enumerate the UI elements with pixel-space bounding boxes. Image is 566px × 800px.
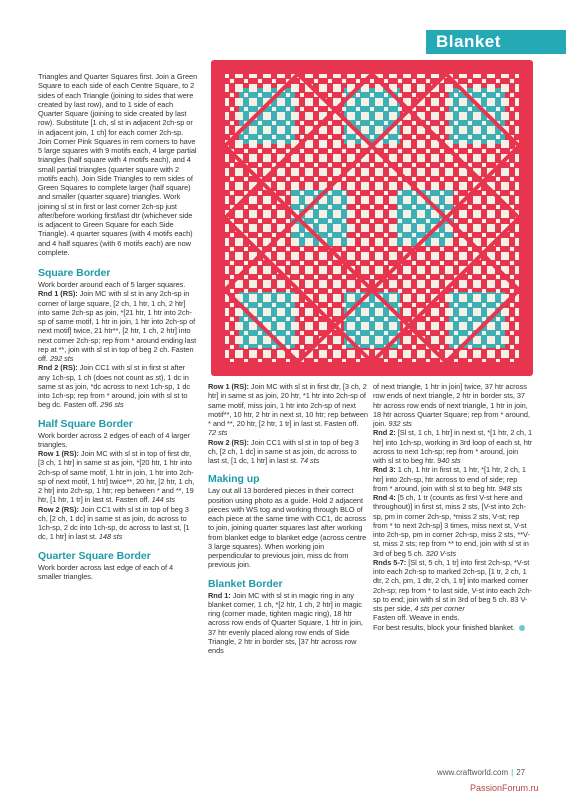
half-border-row1 [38,449,198,505]
blanket-border-rnd3 [373,465,533,493]
text: [Sl st, 5 ch, 1 tr] into first 2ch-sp, *V-st into each 2ch-sp to marked 2ch-sp, [1 tr, 2 ch, 1 dtr, 2 ch, pm, 1 dtr, 2 ch, 1 tr] into marked corner 2ch-sp; rep from * to last side, V-st into each 2ch-sp to end; join with sl st in 3rd of beg 5 ch. 83 V-sts per side, [373,557,532,613]
column-3 [373,382,533,632]
column-2 [208,382,368,655]
label: Rnd 3: [373,465,396,475]
best-results [373,623,533,632]
section-title: Blanket [436,32,501,51]
label: Row 1 (RS): [38,449,79,458]
square-border-rnd1 [38,289,198,363]
blanket-photo [211,60,533,376]
blanket-border-rnd4 [373,493,533,558]
text: Join CC1 with sl st in first st after any 1ch-sp, 1 ch (does not count as st), 1 dc in same st as join, *dc across to next 1ch-sp, 1 dc into 1ch-sp; rep from * around, join with sl st to beg dc. Fasten off. [38,363,191,410]
count: 940 sts [437,456,461,465]
count: 292 sts [49,354,74,363]
label: Row 1 (RS): [208,382,249,391]
count: 932 sts [388,419,412,428]
count: 74 sts [299,456,320,465]
footer-separator: | [511,768,514,777]
label: Rnd 4: [373,493,396,502]
label: Rnd 2 (RS): [38,363,78,373]
text: [Sl st, 1 ch, 1 htr] in next st, *[1 htr, 2 ch, 1 htr] into 1ch-sp, working in 3rd loop of each st, htr across to next 1ch-sp; rep from * around, join with sl st to beg htr. [373,428,533,465]
label: Rnd 1: [208,590,231,600]
blanket-border-rnd1-cont [373,382,533,428]
text: of next triangle, 1 htr in join] twice, 37 htr across row ends of next triangle, 2 htr in border sts, 37 htr across row ends of next triangle, 1 htr in join, 18 htr across Quarter Square; rep from * around, join. [373,382,530,428]
blanket-border-rnds5-7 [373,558,533,614]
count: 148 sts [98,532,123,542]
count: 948 sts [498,483,523,493]
quarter-border-row1 [208,382,368,438]
half-border-intro: Work border across 2 edges of each of 4 larger triangles. [38,430,191,449]
label: Rnds 5-7: [373,557,407,567]
text: Join MC with sl st in first dtr, [3 ch, 2 htr] in same st as join, 20 htr, *1 htr into 2ch-sp of same motif, miss join, 1 htr into 2ch-sp of next motif**, 10 htr, 2 htr in next st, 10 htr; rep between * and **, 20 htr, [2 htr, 1 tr] in last st. Fasten off. [208,382,368,428]
quarter-square-border-heading: Quarter Square Border [38,549,151,562]
making-up-heading: Making up [208,473,260,486]
half-border-row2 [38,505,198,542]
fasten-off: Fasten off. Weave in ends. [373,613,460,623]
text: [5 ch, 1 tr (counts as first V-st here and throughout)] in first st, miss 2 sts, [V-st into 2ch-sp, pm in corner 2ch-sp, *miss 2 sts, V-st; rep from * to next 2ch-sp] 3 times, miss next st, V-st into 2ch-sp, pm in corner 2ch-sp, miss 2 sts, **V-st, miss 2 sts; rep from ** to end, join with sl st in 3rd of beg 5 ch. [373,493,530,558]
page-footer [437,768,525,777]
blanket-border-rnd1 [208,591,368,656]
making-up-text: Lay out all 13 bordered pieces in their correct position using photo as a guide. Hold 2 adjacent pieces with WS tog and working through BLO of each piece at the same time with CC1, dc across to join, joining quarter squares last after working from blanket edge to blanket edge (across centre 3 large squares). When working join perpendicular to previous join, miss dc from previous join. [208,486,367,570]
label: Rnd 2: [373,428,396,438]
label: Rnd 1 (RS): [38,289,78,299]
text: Join MC with sl st in any 2ch-sp in corner of large square, [2 ch, 1 htr, 1 ch, 2 htr] into same 2ch-sp as join, *[21 htr, 1 htr into 2ch-sp of same motif, 1 htr in join, 1 htr into 2ch-sp of next motif] twice, 21 htr**, [2 htr, 1 ch, 2 htr] into next corner 2ch-sp; rep from * around ending last rep at **, join with sl st in top of beg 2 ch. Fasten off. [38,289,197,363]
quarter-border-row2 [208,438,368,466]
text: Join MC with sl st in top of first dtr, [3 ch, 1 htr] in same st as join, *[20 htr, 1 htr into 2ch-sp of same motif, 1 htr in join, 1 htr into 2ch-sp of next motif, 1 htr] twice**, 20 htr, [2 htr, 1 ch, 2 htr] into 2ch-sp, 1 htr; rep between * and **, 19 htr, [1 htr, 1 tr] in last st. Fasten off. [38,449,195,505]
page-number: 27 [516,768,526,777]
section-title-banner [426,30,566,54]
label: Row 2 (RS): [38,504,79,514]
count: 296 sts [100,400,124,410]
blanket-border-rnd2 [373,428,533,465]
half-square-border-heading: Half Square Border [38,417,133,430]
intro-paragraph: Triangles and Quarter Squares first. Join a Green Square to each side of each Centre Square, to 2 sides of each Triangle (joining to sides that were created by last row), and to 1 side of each Quarter Square (joining to side created by last row). Substitute [1 ch, sl st in adjacent 2ch-sp or in adjacent join, 1 ch] for each corner 2ch-sp. Join Corner Pink Squares in rem corners to have 5 large squares with 9 motifs each, 4 large partial triangles (half square with 4 motifs each), and 4 small partial triangles (quarter square with 2 motifs each). Join Side Triangles to rem sides of Green Squares to complete larger (half square) and smaller (quarter square) triangles. Work joining sl st in first or last corner 2ch-sp just after/before working first/last dtr (whichever side is adjacent to Green Square for each Side Triangle). 4 quarter squares (with 4 motifs each) and 4 half squares (with 6 motifs each) are now complete. [38,72,198,257]
text: Join MC with sl st in magic ring in any blanket corner, 1 ch, *[2 htr, 1 ch, 2 htr] in magic ring (corner made, tighten magic ring), 18 htr across row ends of Quarter Square, 1 htr in join, 37 htr evenly placed along row ends of Side Triangle, 2 htr in border sts, [37 htr across row ends [208,590,363,655]
text: For best results, block your finished blanket. [373,622,515,632]
blanket-border-heading: Blanket Border [208,577,283,590]
text: Join CC1 with sl st in top of beg 3 ch, [2 ch, 1 dc] in same st as join, dc across to 1ch-sp, 2 dc into 1ch-sp, dc across to last st, [1 dc, 1 htr] in last st. [38,504,190,542]
quarter-border-intro: Work border across last edge of each of 4 smaller triangles. [38,562,174,581]
column-1 [38,72,198,581]
square-border-heading: Square Border [38,267,111,279]
square-border-intro: Work border around each of 5 larger squares. [38,280,186,289]
count: 144 sts [151,495,176,505]
text: Join CC1 with sl st in top of beg 3 ch, [2 ch, 1 dc] in same st as join, dc across to last st, [1 dc, 1 htr] in last st. [208,437,359,465]
square-border-rnd2 [38,363,198,409]
watermark: PassionForum.ru [470,783,539,793]
count: 320 V-sts [425,548,457,558]
label: Row 2 (RS): [208,437,249,447]
website-link[interactable]: www.craftworld.com [437,768,509,777]
text: 1 ch, 1 htr in first st, 1 htr, *[1 htr, 2 ch, 1 htr] into 2ch-sp, htr across to end of side; rep from * around, join with sl st to beg htr. [373,465,526,493]
count: 72 sts [208,428,228,438]
count: 4 sts per corner [414,604,465,613]
end-mark-icon [519,625,525,631]
